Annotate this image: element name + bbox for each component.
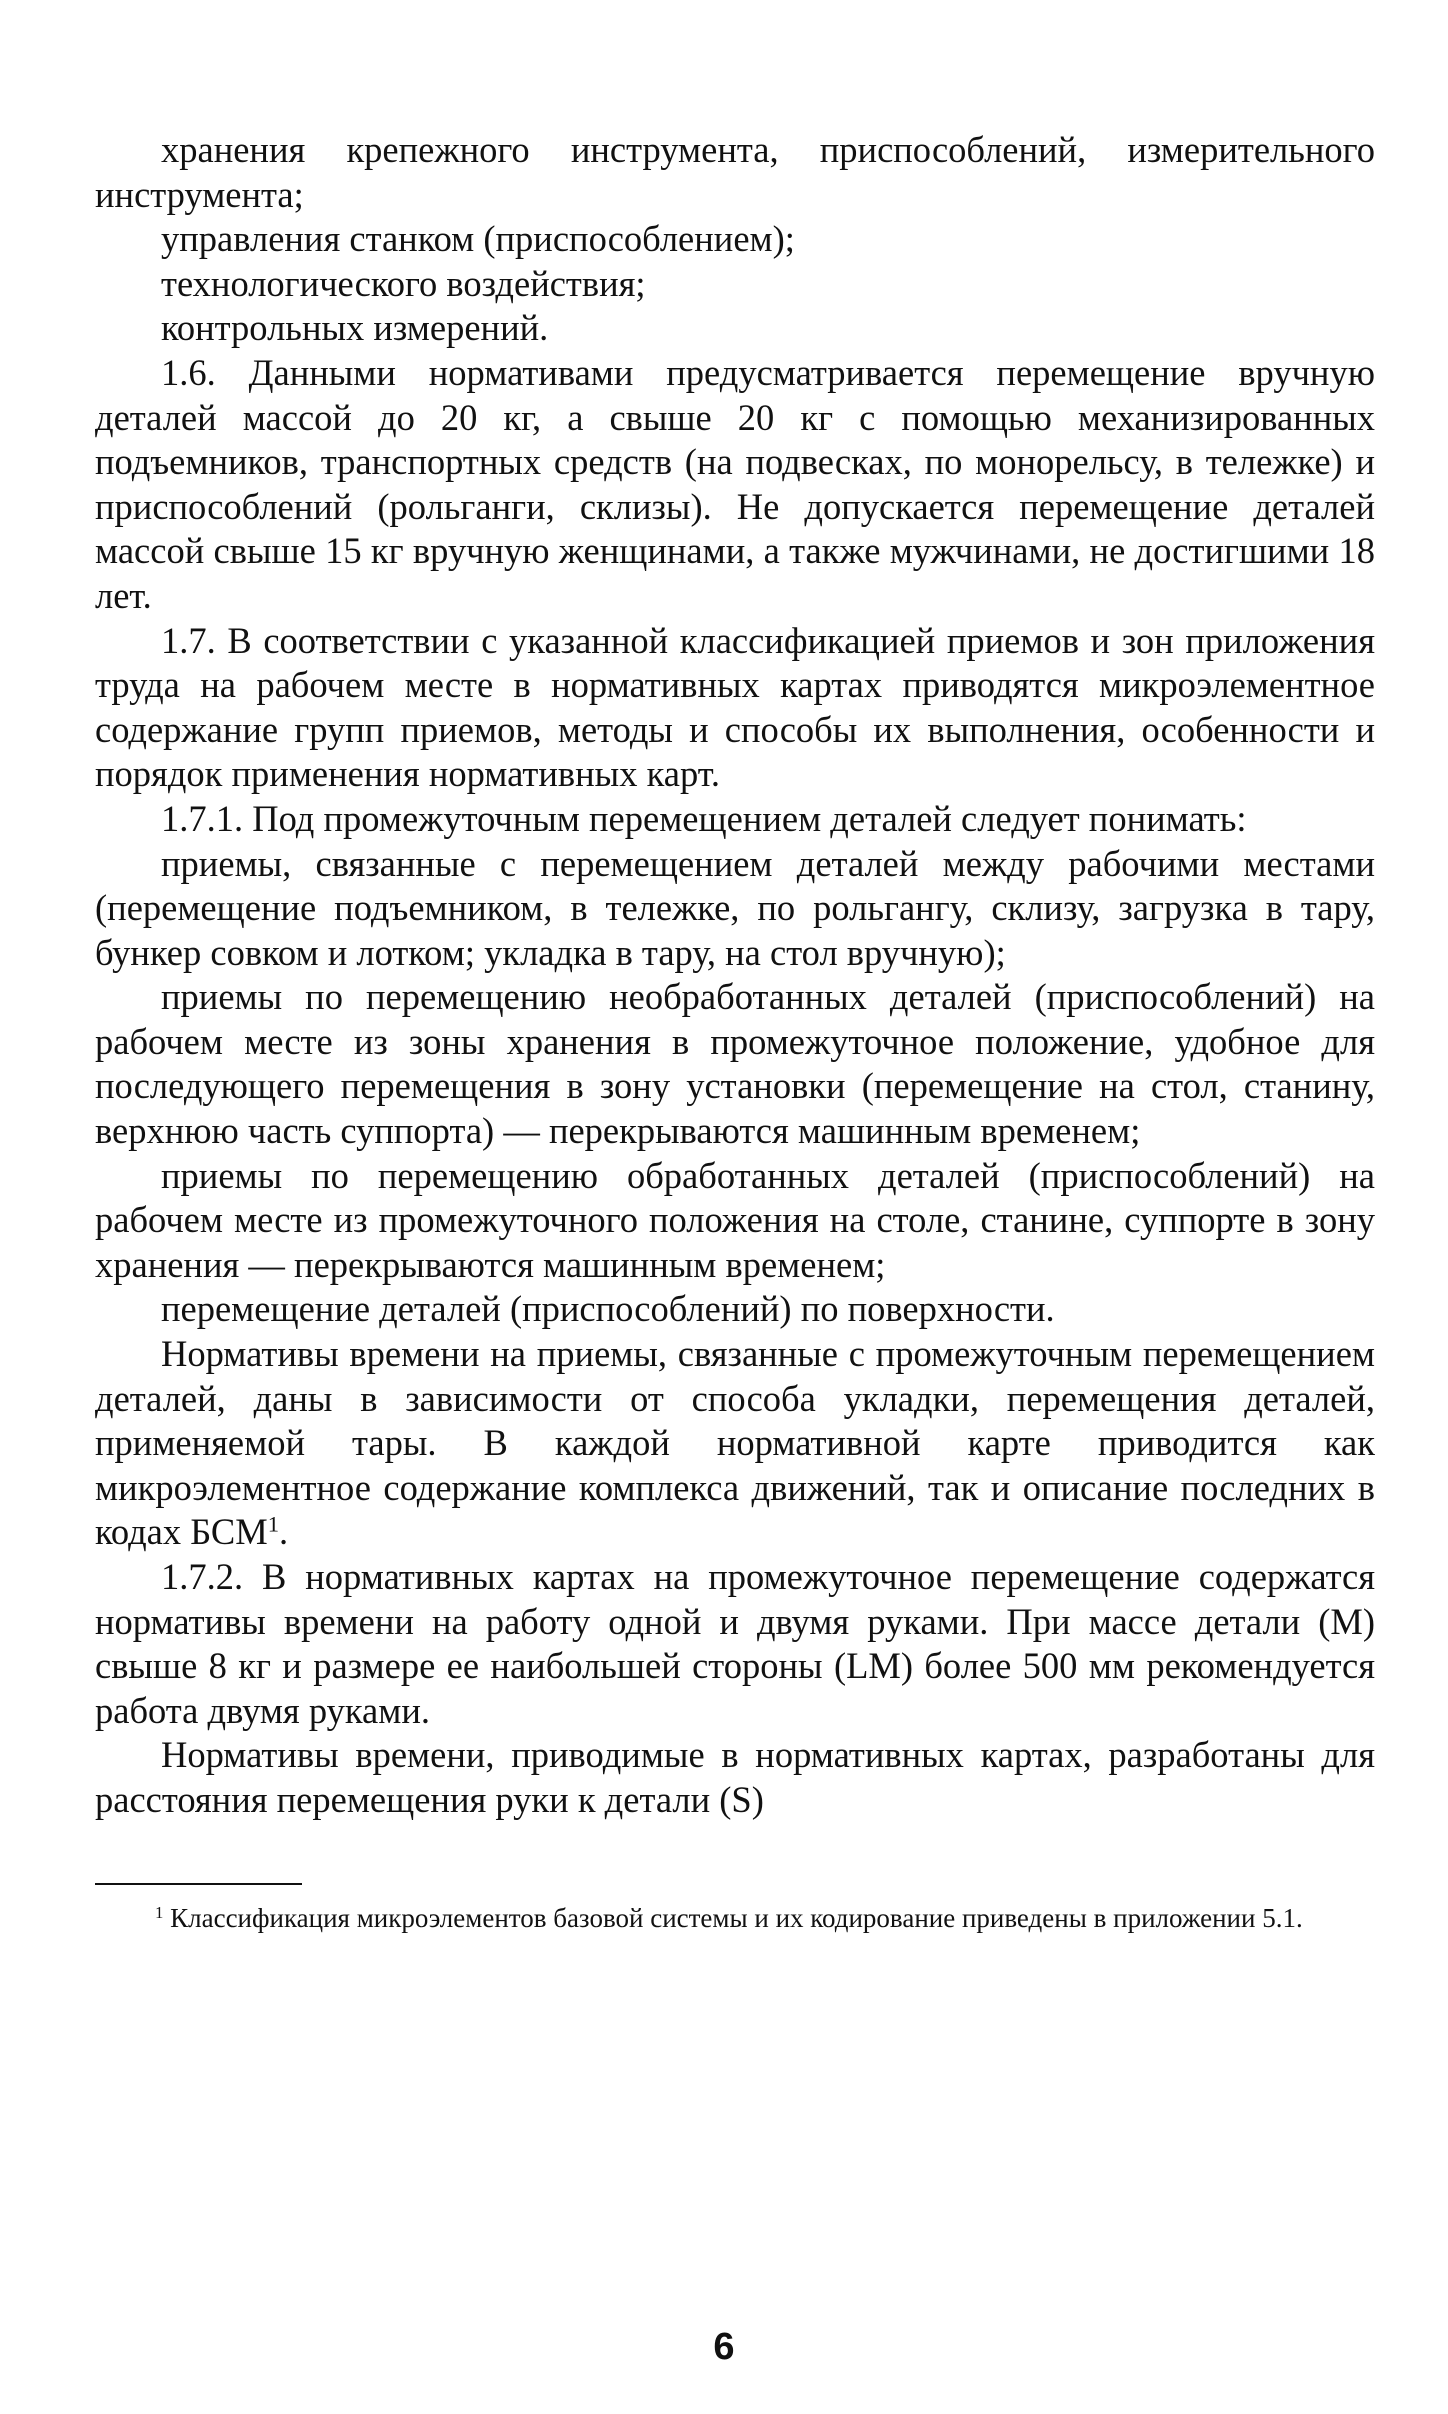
footnote-reference: 1 <box>267 1511 280 1537</box>
list-item-surface-movement: перемещение деталей (приспособлений) по поверхности. <box>161 1288 1055 1330</box>
footnote-text: Классификация микроэлементов базовой системы и их кодирование приведены в приложении 5.1. <box>163 1902 1303 1933</box>
page-number: 6 <box>713 2326 735 2368</box>
time-norms-paragraph <box>95 1332 1375 1555</box>
section-1-7-2-paragraph: 1.7.2. В нормативных картах на промежуточное перемещение содержатся нормативы времени на работу одной и двумя руками. При массе детали (М) свыше 8 кг и размере ее наибольшей стороны (LM) более 500 мм рекомендуется работа двумя руками. <box>95 1556 1375 1731</box>
body-paragraph-technological-impact: технологического воздействия; <box>161 262 646 304</box>
footnote <box>95 1899 1375 1937</box>
body-paragraph-machine-control: управления станком (приспособлением); <box>161 218 795 260</box>
section-1-7-paragraph: 1.7. В соответствии с указанной классификацией приемов и зон приложения труда на рабочем месте в нормативных картах приводятся микроэлементное содержание групп приемов, методы и способы их выполнения, особенности и порядок применения нормативных карт. <box>95 619 1375 795</box>
footnote-reference-tail: . <box>279 1511 289 1553</box>
distance-paragraph: Нормативы времени, приводимые в нормативных картах, разработаны для расстояния перемещения руки к детали (S) <box>95 1734 1375 1820</box>
list-item-processed-parts: приемы по перемещению обработанных деталей (приспособлений) на рабочем месте из промежуточного положения на столе, станине, суппорте в зону хранения — перекрываются машинным временем; <box>95 1154 1375 1285</box>
list-item-unprocessed-parts: приемы по перемещению необработанных деталей (приспособлений) на рабочем месте из зоны хранения в промежуточное положение, удобное для последующего перемещения в зону установки (перемещение на стол, станину, верхнюю часть суппорта) — перекрываются машинным временем; <box>95 976 1375 1152</box>
footnote-marker: 1 <box>155 1902 164 1922</box>
time-norms-text: Нормативы времени на приемы, связанные с промежуточным перемещением деталей, даны в зависимости от способа укладки, перемещения деталей, применяемой тары. В каждой нормативной карте приводится как микроэлементное содержание комплекса движений, так и описание последних в кодах БСМ <box>95 1333 1375 1553</box>
section-1-7-1-paragraph: 1.7.1. Под промежуточным перемещением деталей следует понимать: <box>161 797 1247 839</box>
section-1-6-paragraph: 1.6. Данными нормативами предусматривается перемещение вручную деталей массой до 20 кг, а свыше 20 кг с помощью механизированных подъемников, транспортных средств (на подвесках, по монорельсу, в тележке) и приспособлений (рольганги, склизы). Не допускается перемещение деталей массой свыше 15 кг вручную женщинами, а также мужчинами, не достигшими 18 лет. <box>95 351 1375 616</box>
page-content <box>95 128 1375 1937</box>
list-item-between-workplaces: приемы, связанные с перемещением деталей между рабочими местами (перемещение подъемником, в тележке, по рольгангу, склизу, загрузка в тару, бункер совком и лотком; укладка в тару, на стол вручную); <box>95 842 1375 973</box>
body-paragraph-storage: хранения крепежного инструмента, приспособлений, измерительного инструмента; <box>95 129 1375 215</box>
footnote-separator <box>95 1883 302 1885</box>
body-paragraph-control-measurements: контрольных измерений. <box>161 307 549 349</box>
